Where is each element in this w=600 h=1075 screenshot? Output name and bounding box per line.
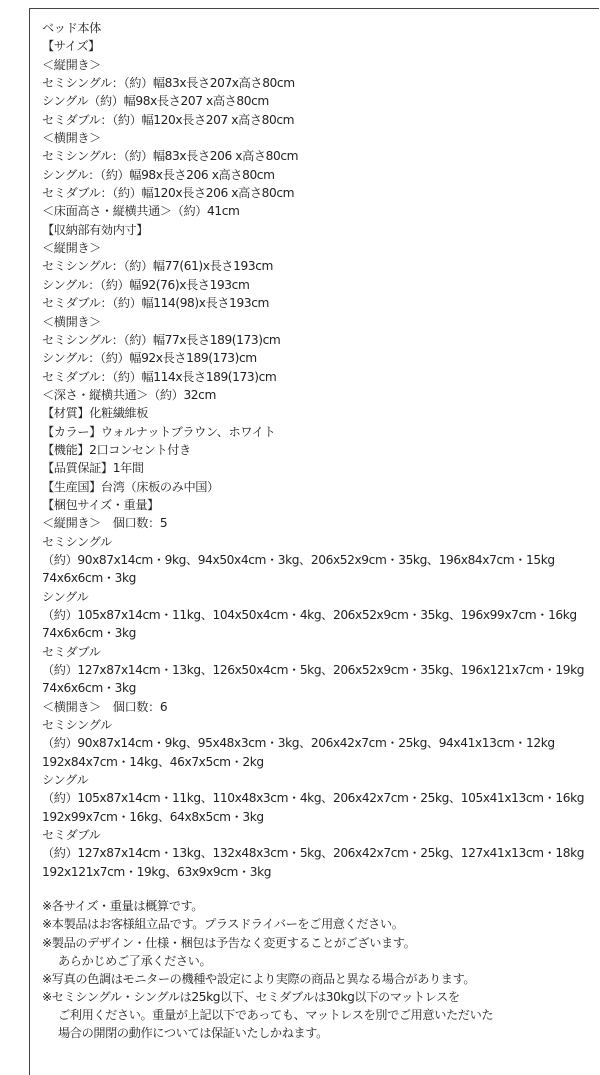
spec-line: 74x6x6cm・3kg (42, 571, 136, 586)
spec-line: （約）105x87x14cm・11kg、104x50x4cm・4kg、206x52x9cm・35kg、196x99x7cm・16kg (42, 608, 577, 622)
spec-line: ＜縦開き＞ (42, 241, 101, 256)
notes-list (42, 897, 597, 1043)
section-gap (42, 881, 597, 897)
spec-line: セミダブル：（約）幅120x長さ206 x高さ80cm (42, 186, 295, 201)
spec-line: 【梱包サイズ・重量】 (42, 497, 159, 512)
spec-line: シングル：（約）幅92(76)x長さ193cm (42, 277, 250, 292)
spec-line: セミダブル：（約）幅114x長さ189(173)cm (42, 369, 277, 384)
spec-line: 【材質】化粧繊維板 (42, 406, 149, 421)
spec-line: ＜横開き＞ (42, 314, 101, 329)
note-line: ※本製品はお客様組立品です。プラスドライバーをご用意ください。 (42, 917, 404, 932)
spec-document (42, 19, 597, 1043)
spec-line: セミシングル：（約）幅83x長さ206 x高さ80cm (42, 149, 299, 164)
spec-line: 【品質保証】1年間 (42, 461, 144, 476)
spec-line: ＜深さ・縦横共通＞（約）32cm (42, 387, 216, 402)
spec-line: （約）105x87x14cm・11kg、110x48x3cm・4kg、206x42x7cm・25kg、105x41x13cm・16kg (42, 791, 585, 806)
spec-line: セミシングル：（約）幅77x長さ189(173)cm (42, 332, 281, 347)
spec-line: シングル（約）幅98x長さ207 x高さ80cm (42, 94, 269, 109)
note-line: あらかじめご了承ください。 (58, 953, 212, 968)
spec-line: 192x99x7cm・16kg、64x8x5cm・3kg (42, 809, 264, 824)
spec-line: （約）127x87x14cm・13kg、132x48x3cm・5kg、206x42x7cm・25kg、127x41x13cm・18kg (42, 846, 585, 861)
note-line: ※写真の色調はモニターの機種や設定により実際の商品と異なる場合があります。 (42, 971, 476, 986)
spec-line: セミシングル：（約）幅83x長さ207x高さ80cm (42, 76, 295, 91)
spec-line: ＜横開き＞ 個口数：6 (42, 699, 168, 714)
spec-line: ベッド本体 (42, 21, 101, 35)
spec-line: セミダブル：（約）幅114(98)x長さ193cm (42, 296, 269, 311)
spec-line: 【カラー】ウォルナットブラウン、ホワイト (42, 424, 276, 439)
spec-line: 192x121x7cm・19kg、63x9x9cm・3kg (42, 864, 272, 879)
spec-line: セミシングル (42, 718, 112, 733)
spec-line: 【生産国】台湾（床板のみ中国） (42, 479, 219, 494)
spec-line: （約）90x87x14cm・9kg、95x48x3cm・3kg、206x42x7cm・25kg、94x41x13cm・12kg (42, 736, 555, 751)
spec-line: シングル (42, 773, 89, 788)
note-line: ご利用ください。重量が上記以下であっても、マットレスを別でご用意いただいた (58, 1008, 494, 1023)
spec-line: セミダブル：（約）幅120x長さ207 x高さ80cm (42, 112, 295, 127)
spec-line: 【収納部有効内寸】 (42, 222, 149, 237)
spec-line: ＜床面高さ・縦横共通＞（約）41cm (42, 204, 240, 219)
spec-line: シングル (42, 589, 89, 604)
spec-line: ＜縦開き＞ 個口数：5 (42, 516, 168, 531)
spec-line: （約）90x87x14cm・9kg、94x50x4cm・3kg、206x52x9cm・35kg、196x84x7cm・15kg (42, 552, 555, 567)
spec-line: 74x6x6cm・3kg (42, 681, 136, 696)
spec-line: セミシングル (42, 534, 112, 549)
note-line: ※セミシングル・シングルは25kg以下、セミダブルは30kg以下のマットレスを (42, 990, 460, 1005)
note-line: ※各サイズ・重量は概算です。 (42, 899, 204, 914)
spec-line: シングル：（約）幅98x長さ206 x高さ80cm (42, 167, 275, 182)
spec-line: セミダブル (42, 644, 101, 659)
spec-line: ＜横開き＞ (42, 131, 101, 146)
spec-line: セミシングル：（約）幅77(61)x長さ193cm (42, 259, 273, 274)
spec-line: 【機能】2口コンセント付き (42, 442, 191, 457)
spec-line: シングル：（約）幅92x長さ189(173)cm (42, 351, 257, 366)
spec-line: 【サイズ】 (42, 39, 100, 54)
spec-line: ＜縦開き＞ (42, 57, 101, 72)
spec-line: （約）127x87x14cm・13kg、126x50x4cm・5kg、206x52x9cm・35kg、196x121x7cm・19kg (42, 663, 585, 678)
note-line: ※製品のデザイン・仕様・梱包は予告なく変更することがございます。 (42, 935, 416, 950)
spec-line: 192x84x7cm・14kg、46x7x5cm・2kg (42, 754, 264, 769)
note-line: 場合の開閉の動作については保証いたしかねます。 (58, 1026, 328, 1041)
spec-list (42, 19, 597, 881)
spec-line: 74x6x6cm・3kg (42, 626, 136, 641)
spec-line: セミダブル (42, 828, 101, 843)
